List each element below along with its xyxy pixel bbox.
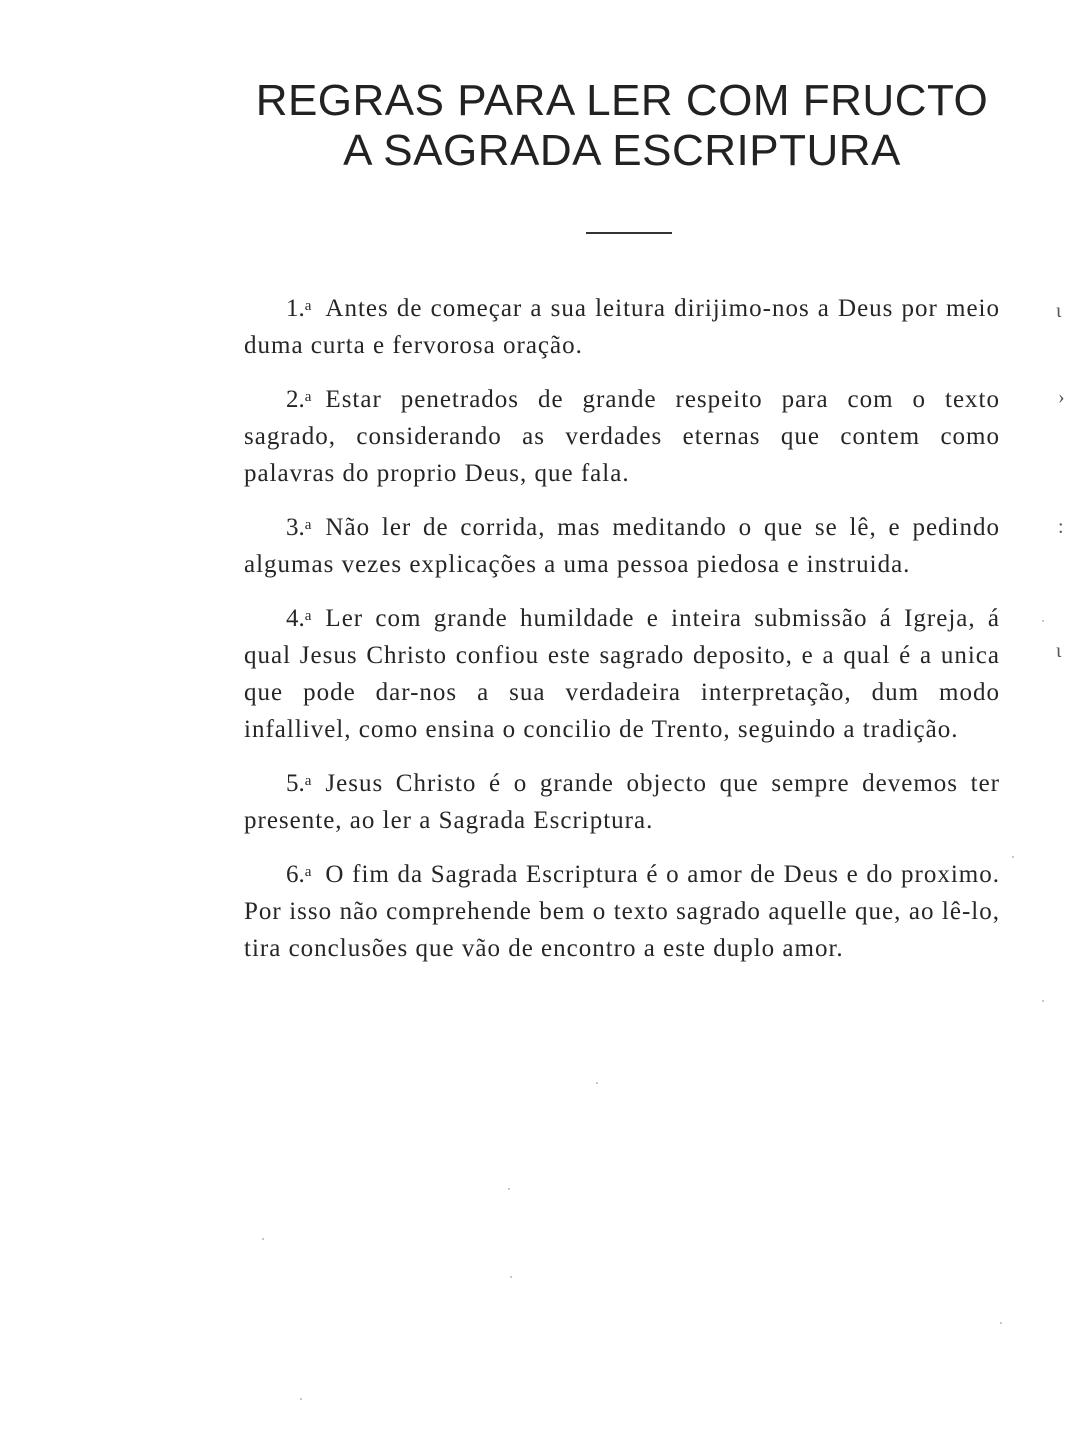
rule-2: [244, 379, 1000, 492]
rule-3: [244, 507, 1000, 583]
rules-list: [244, 288, 1000, 982]
rule-number: 5.$^a$: [286, 770, 312, 797]
scan-speck: [1042, 1000, 1044, 1002]
scan-speck: [300, 1398, 302, 1400]
scan-speck: [1012, 856, 1014, 858]
margin-mark: ι: [1056, 640, 1062, 662]
title-line-1: REGRAS PARA LER COM FRUCTO: [255, 76, 989, 125]
rule-number: 1.$^a$: [286, 295, 312, 322]
rule-5: [244, 763, 1000, 839]
title-line-2: A SAGRADA ESCRIPTURA: [343, 126, 901, 175]
rule-text: Estar penetrados de grande respeito para com o texto sagrado, considerando as verdades eternas que contem como palavras do proprio Deus, que fala.: [244, 386, 1000, 487]
rule-text: Não ler de corrida, mas meditando o que se lê, e pedindo algumas vezes explicações a uma pessoa piedosa e instruida.: [244, 514, 1000, 578]
rule-number: 6.$^a$: [286, 861, 312, 888]
scan-speck: [596, 1082, 598, 1084]
scan-speck: [262, 1238, 264, 1240]
rule-number: 4.$^a$: [286, 605, 312, 632]
title-divider: [586, 232, 672, 234]
scan-speck: [1042, 620, 1044, 622]
rule-text: Jesus Christo é o grande objecto que sempre devemos ter presente, ao ler a Sagrada Escriptura.: [244, 770, 1000, 834]
margin-mark: ι: [1056, 300, 1062, 322]
rule-text: Antes de começar a sua leitura dirijimo-nos a Deus por meio duma curta e fervorosa oração.: [244, 295, 1000, 359]
rule-number: 2.$^a$: [286, 386, 312, 413]
margin-mark: ›: [1058, 386, 1065, 408]
scan-speck: [508, 1188, 510, 1190]
rule-text: O fim da Sagrada Escriptura é o amor de Deus e do proximo. Por isso não comprehende bem o texto sagrado aquelle que, ao lê-lo, tira conclusões que vão de encontro a este duplo amor.: [244, 861, 1000, 962]
scan-speck: [510, 1276, 512, 1278]
rule-text: Ler com grande humildade e inteira submissão á Igreja, á qual Jesus Christo confiou este sagrado deposito, e a qual é a unica que pode dar-nos a sua verdadeira interpretação, dum modo infallivel, como ensina o concilio de Trento, seguindo a tradição.: [244, 605, 1000, 743]
rule-6: [244, 854, 1000, 967]
rule-4: [244, 598, 1000, 748]
page-title: [244, 76, 1000, 176]
scan-speck: [1000, 1322, 1002, 1324]
rule-number: 3.$^a$: [286, 514, 312, 541]
margin-mark: :: [1058, 516, 1064, 538]
rule-1: [244, 288, 1000, 364]
